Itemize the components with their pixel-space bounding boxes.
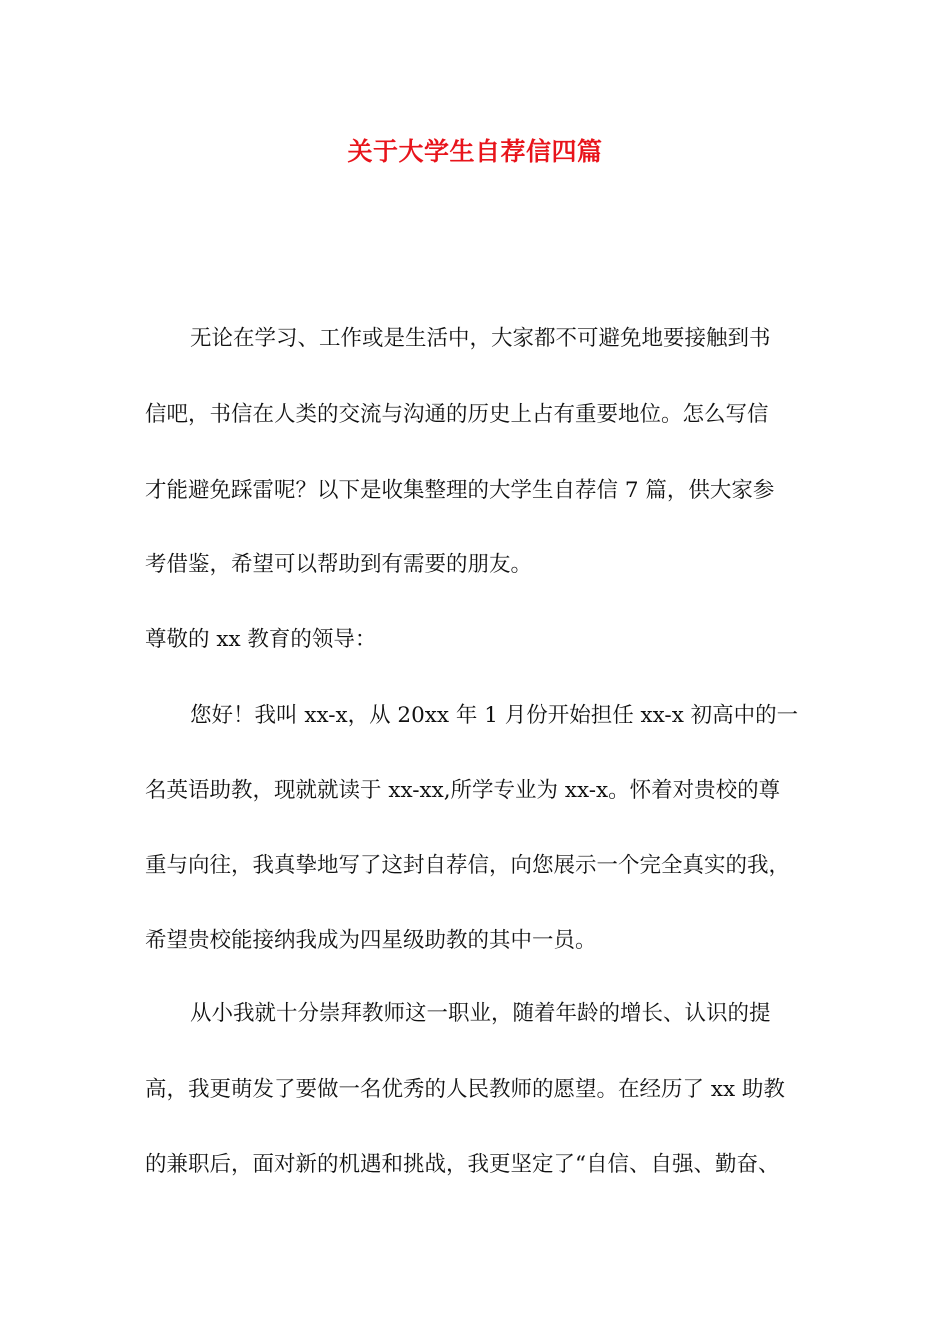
paragraph-line: 无论在学习、工作或是生活中，大家都不可避免地要接触到书 (190, 326, 771, 351)
paragraph-line: 信吧，书信在人类的交流与沟通的历史上占有重要地位。怎么写信 (145, 402, 769, 427)
paragraph-line: 考借鉴，希望可以帮助到有需要的朋友。 (145, 552, 533, 577)
paragraph-line: 您好！我叫 xx-x，从 20xx 年 1 月份开始担任 xx-x 初高中的一 (190, 703, 799, 728)
document-title: 关于大学生自荐信四篇 (347, 137, 603, 166)
paragraph-line: 名英语助教，现就就读于 xx-xx,所学专业为 xx-x。怀着对贵校的尊 (145, 778, 781, 803)
paragraph-line: 从小我就十分崇拜教师这一职业，随着年龄的增长、认识的提 (190, 1001, 771, 1026)
paragraph-line: 的兼职后，面对新的机遇和挑战，我更坚定了“自信、自强、勤奋、 (145, 1152, 780, 1177)
salutation: 尊敬的 xx 教育的领导： (145, 627, 377, 652)
paragraph-line: 高，我更萌发了要做一名优秀的人民教师的愿望。在经历了 xx 助教 (145, 1077, 785, 1102)
paragraph-line: 希望贵校能接纳我成为四星级助教的其中一员。 (145, 928, 597, 953)
paragraph-line: 才能避免踩雷呢？以下是收集整理的大学生自荐信 7 篇，供大家参 (145, 478, 775, 503)
paragraph-line: 重与向往，我真挚地写了这封自荐信，向您展示一个完全真实的我， (145, 853, 791, 878)
